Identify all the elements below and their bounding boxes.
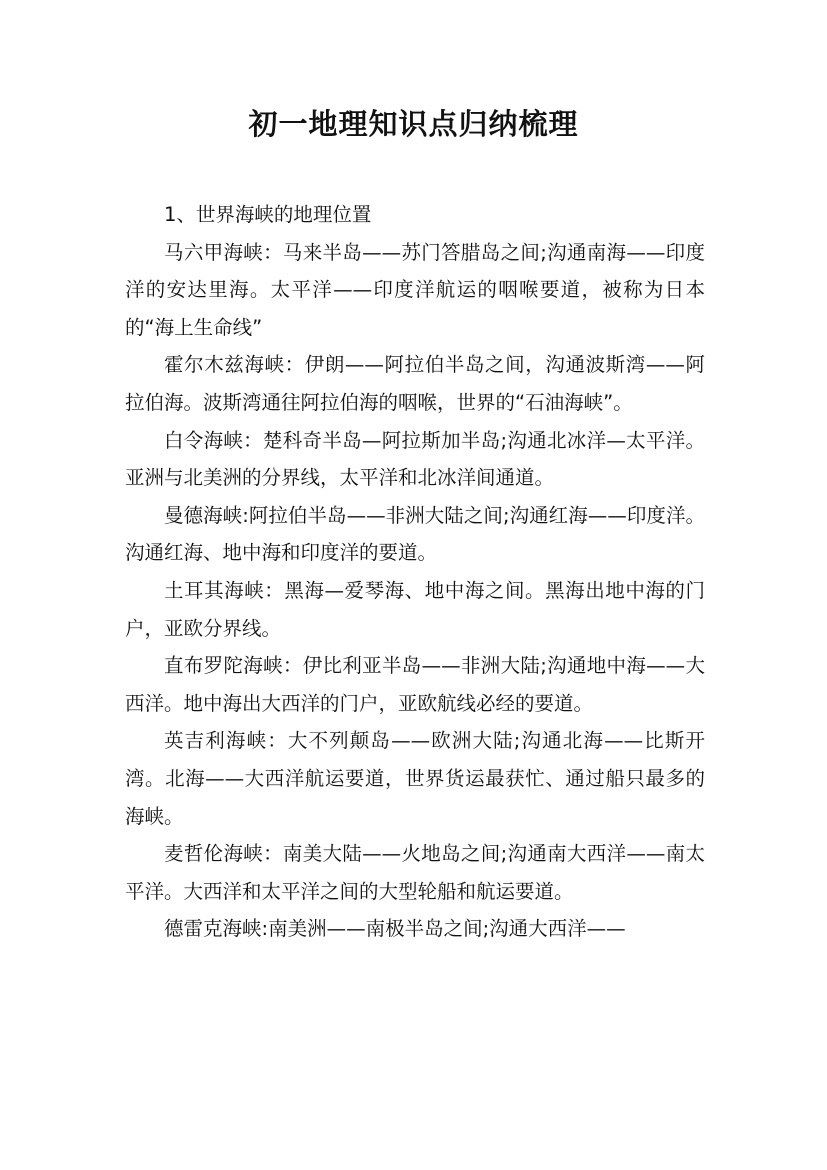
paragraph-turkish-straits: 土耳其海峡：黑海—爱琴海、地中海之间。黑海出地中海的门户，亚欧分界线。	[125, 578, 705, 640]
paragraph-mandeb-strait: 曼德海峡:阿拉伯半岛——非洲大陆之间;沟通红海——印度洋。沟通红海、地中海和印度洋的要道。	[125, 503, 705, 565]
paragraph-bering-strait: 白令海峡：楚科奇半岛—阿拉斯加半岛;沟通北冰洋—太平洋。亚洲与北美洲的分界线，太平洋和北冰洋间通道。	[125, 428, 705, 490]
section-heading: 1、世界海峡的地理位置	[164, 203, 372, 226]
paragraph-english-channel: 英吉利海峡：大不列颠岛——欧洲大陆;沟通北海——比斯开湾。北海——大西洋航运要道，世界货运最获忙、通过船只最多的海峡。	[125, 729, 705, 828]
paragraph-drake-passage: 德雷克海峡:南美洲——南极半岛之间;沟通大西洋——	[164, 917, 626, 941]
paragraph-gibraltar-strait: 直布罗陀海峡：伊比利亚半岛——非洲大陆;沟通地中海——大西洋。地中海出大西洋的门户，亚欧航线必经的要道。	[125, 654, 705, 715]
paragraph-magellan-strait: 麦哲伦海峡：南美大陆——火地岛之间;沟通南大西洋——南太平洋。大西洋和太平洋之间的大型轮船和航运要道。	[125, 842, 705, 903]
paragraph-malacca-strait: 马六甲海峡：马来半岛——苏门答腊岛之间;沟通南海——印度洋的安达里海。太平洋——印度洋航运的咽喉要道，被称为日本的“海上生命线”	[125, 240, 705, 339]
document-body	[125, 196, 705, 948]
paragraph-hormuz-strait: 霍尔木兹海峡：伊朗——阿拉伯半岛之间，沟通波斯湾——阿拉伯海。波斯湾通往阿拉伯海的咽喉，世界的“石油海峡”。	[125, 353, 705, 414]
page-title: 初一地理知识点归纳梳理	[248, 107, 579, 141]
